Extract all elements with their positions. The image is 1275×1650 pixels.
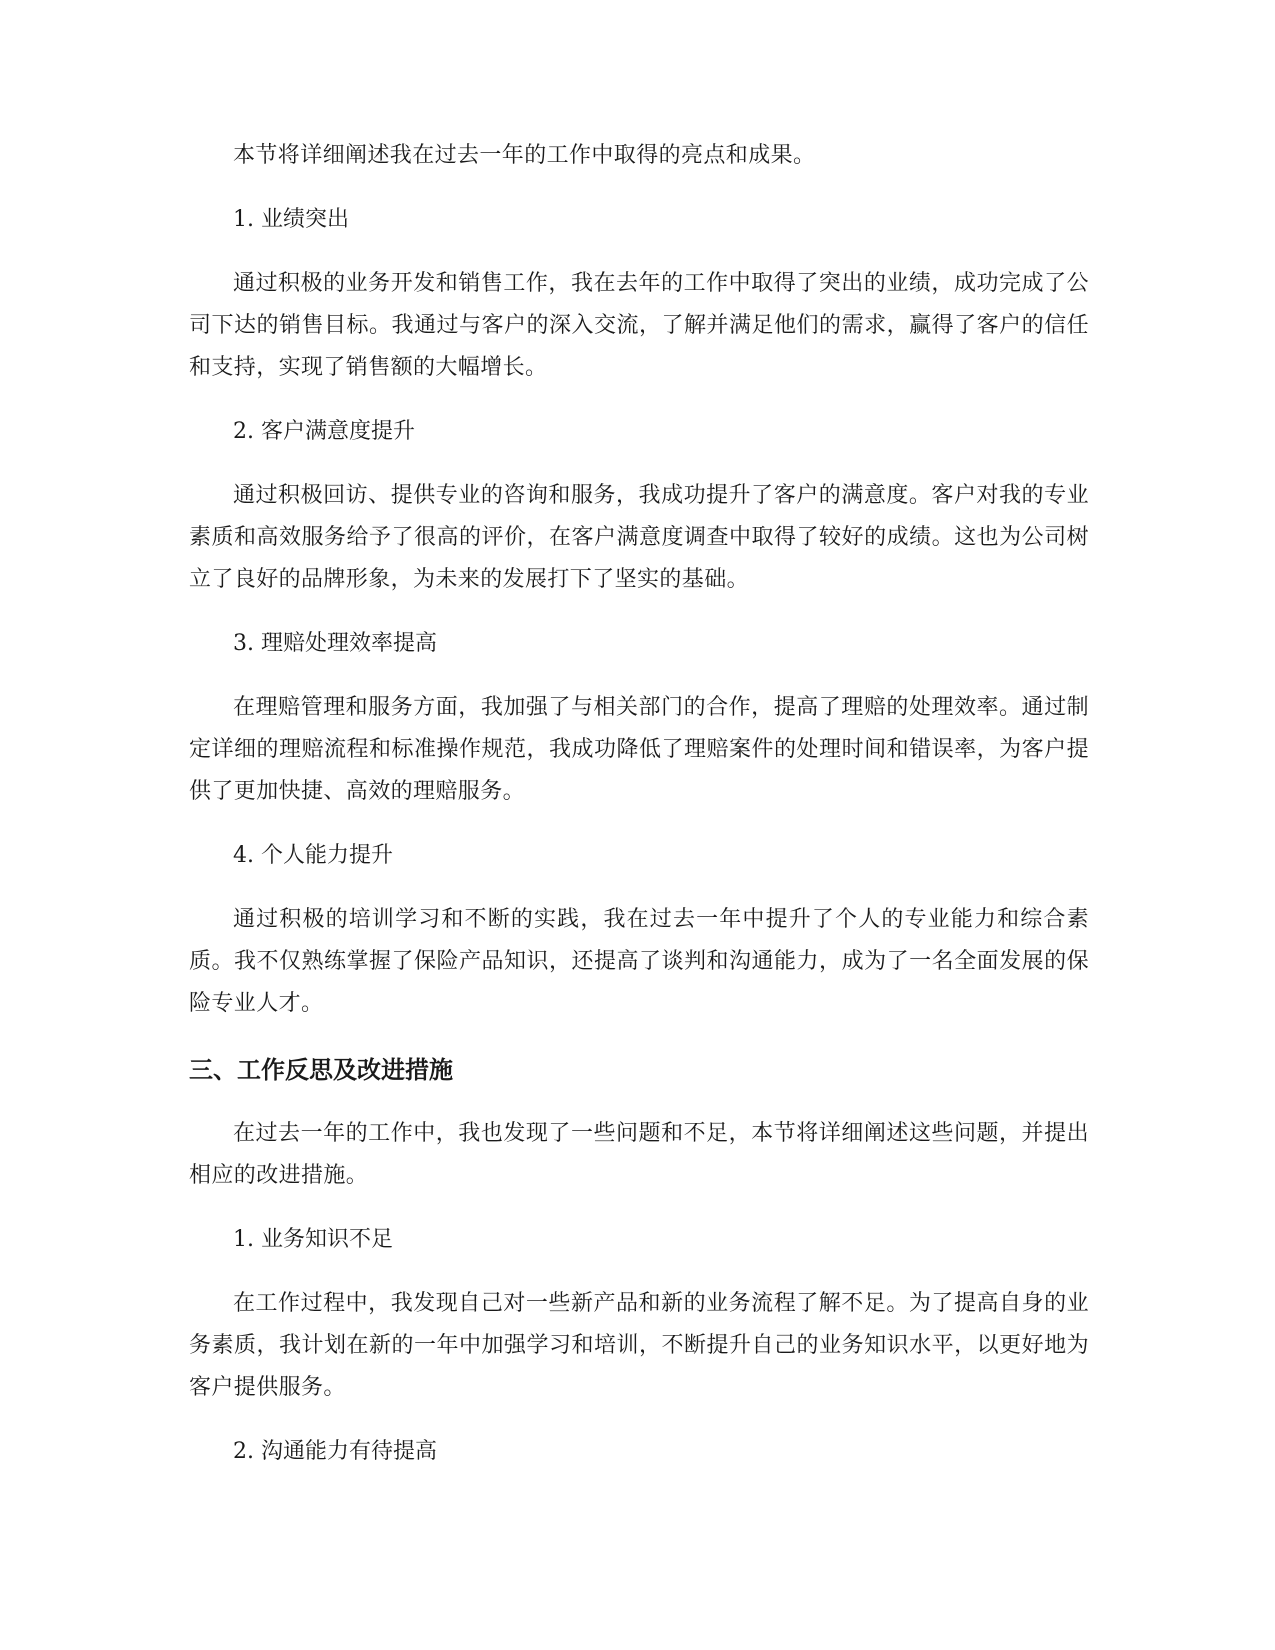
item-title-performance: 1. 业绩突出 [233,207,349,232]
section-intro: 本节将详细阐述我在过去一年的工作中取得的亮点和成果。 [233,143,816,168]
item-title-satisfaction: 2. 客户满意度提升 [233,419,415,444]
document-page [189,135,1089,1473]
item-body-performance: 通过积极的业务开发和销售工作，我在去年的工作中取得了突出的业绩，成功完成了公司下达的销售目标。我通过与客户的深入交流，了解并满足他们的需求，赢得了客户的信任和支持，实现了销售额的大幅增长。 [189,271,1089,380]
section-heading-reflection: 三、工作反思及改进措施 [189,1056,453,1084]
item-title-ability: 4. 个人能力提升 [233,843,393,868]
item-body-satisfaction: 通过积极回访、提供专业的咨询和服务，我成功提升了客户的满意度。客户对我的专业素质和高效服务给予了很高的评价，在客户满意度调查中取得了较好的成绩。这也为公司树立了良好的品牌形象，为未来的发展打下了坚实的基础。 [189,483,1089,592]
item-body-knowledge: 在工作过程中，我发现自己对一些新产品和新的业务流程了解不足。为了提高自身的业务素质，我计划在新的一年中加强学习和培训，不断提升自己的业务知识水平，以更好地为客户提供服务。 [189,1291,1089,1400]
item-title-communication: 2. 沟通能力有待提高 [233,1439,437,1464]
item-title-knowledge: 1. 业务知识不足 [233,1227,393,1252]
item-body-ability: 通过积极的培训学习和不断的实践，我在过去一年中提升了个人的专业能力和综合素质。我不仅熟练掌握了保险产品知识，还提高了谈判和沟通能力，成为了一名全面发展的保险专业人才。 [189,907,1089,1016]
item-title-claims: 3. 理赔处理效率提高 [233,631,437,656]
item-body-claims: 在理赔管理和服务方面，我加强了与相关部门的合作，提高了理赔的处理效率。通过制定详细的理赔流程和标准操作规范，我成功降低了理赔案件的处理时间和错误率，为客户提供了更加快捷、高效的理赔服务。 [189,695,1089,804]
section3-intro: 在过去一年的工作中，我也发现了一些问题和不足，本节将详细阐述这些问题，并提出相应的改进措施。 [189,1121,1089,1188]
